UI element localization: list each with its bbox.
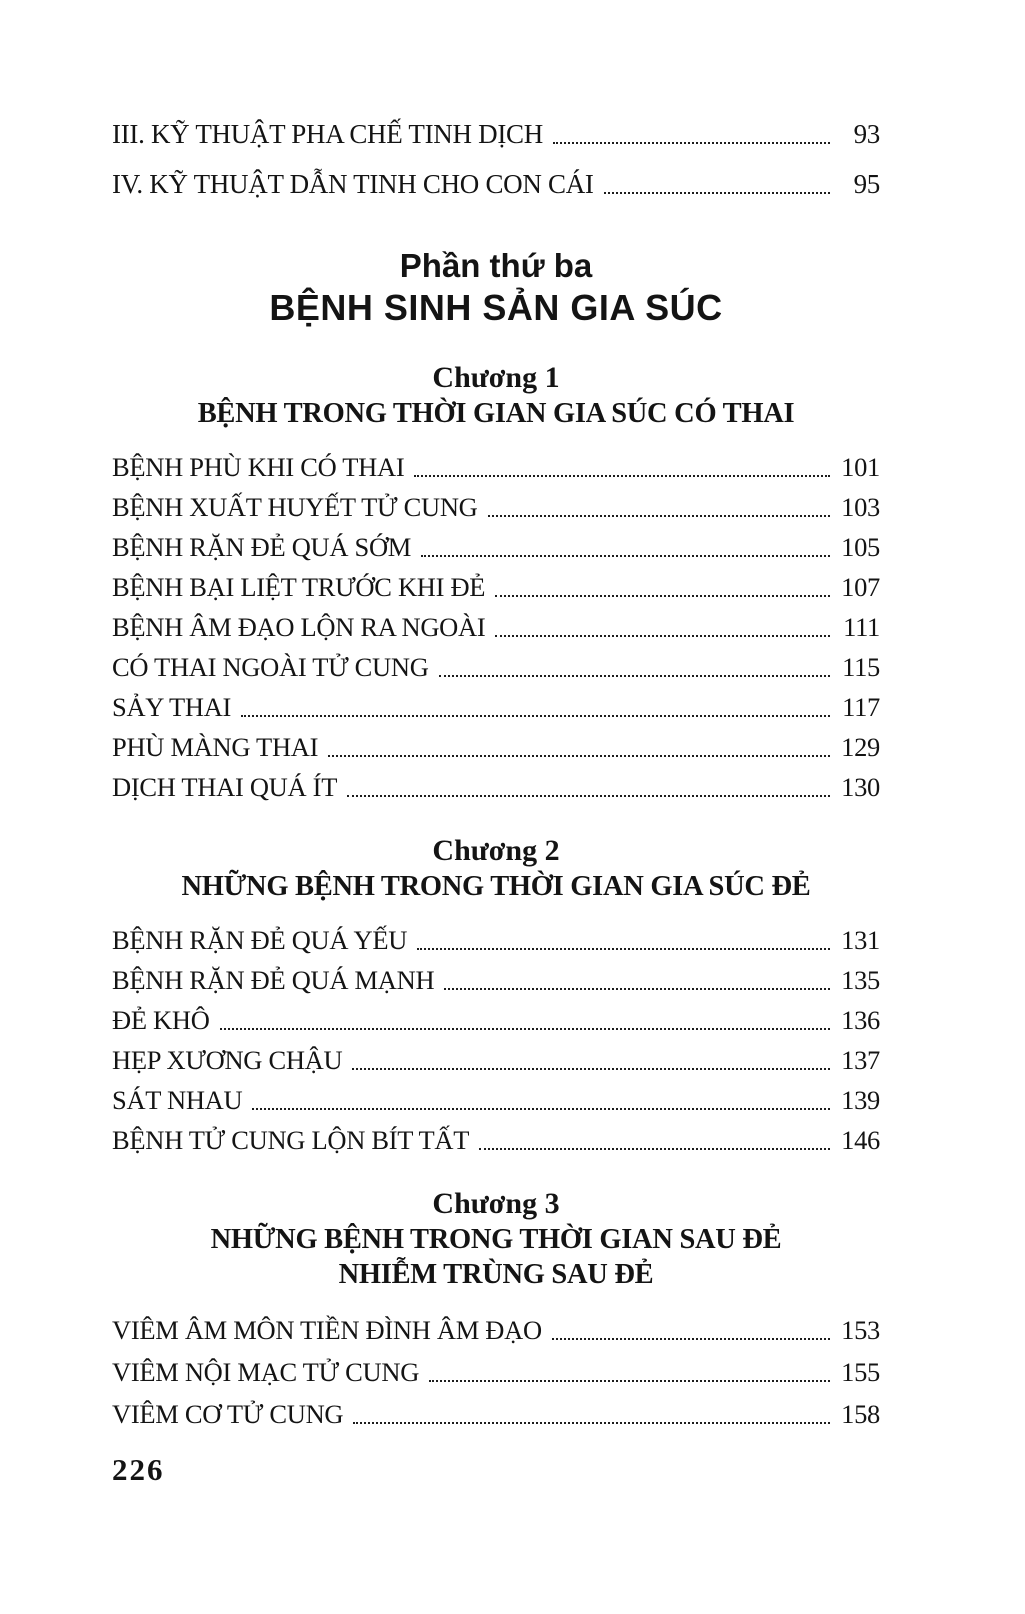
toc-entry-page: 139 [841,1085,880,1115]
toc-top-section [112,100,880,200]
toc-entry-label: PHÙ MÀNG THAI [112,732,319,762]
dot-leader [352,1068,830,1070]
dot-leader [604,192,830,194]
dot-leader [495,635,830,637]
chapter-3-kicker: Chương 3 [432,1187,560,1220]
chapter-1-kicker: Chương 1 [432,361,560,394]
toc-entry [112,523,880,563]
toc-entry-page: 137 [841,1045,880,1075]
toc-entry-label: BỆNH TỬ CUNG LỘN BÍT TẤT [112,1125,470,1155]
part-title: BỆNH SINH SẢN GIA SÚC [269,287,723,328]
dot-leader [488,515,830,517]
toc-entry [112,603,880,643]
dot-leader [417,948,830,950]
toc-entry-label: IV. KỸ THUẬT DẪN TINH CHO CON CÁI [112,169,594,199]
chapter-1-entries [112,443,880,803]
toc-entry-label: ĐẺ KHÔ [112,1005,210,1035]
dot-leader [421,555,830,557]
toc-entry-label: SÁT NHAU [112,1085,243,1115]
toc-entry-page: 130 [841,772,880,802]
dot-leader [553,142,830,144]
toc-entry-label: BỆNH BẠI LIỆT TRƯỚC KHI ĐẺ [112,572,486,602]
toc-entry-page: 158 [841,1399,880,1429]
chapter-1-heading [112,360,880,431]
dot-leader [429,1380,830,1382]
toc-entry [112,100,880,150]
toc-entry-label: DỊCH THAI QUÁ ÍT [112,772,338,802]
toc-entry-label: BỆNH PHÙ KHI CÓ THAI [112,452,405,482]
chapter-2-kicker: Chương 2 [432,834,560,867]
toc-entry-page: 135 [841,965,880,995]
toc-entry [112,1036,880,1076]
part-heading [112,246,880,330]
chapter-2-title: NHỮNG BỆNH TRONG THỜI GIAN GIA SÚC ĐẺ [181,871,811,902]
toc-entry-page: 107 [841,572,880,602]
toc-entry [112,1388,880,1430]
dot-leader [495,595,830,597]
toc-entry-page: 146 [841,1125,880,1155]
toc-entry [112,1304,880,1346]
dot-leader [439,675,830,677]
toc-entry-page: 117 [842,692,880,722]
toc-entry-label: BỆNH ÂM ĐẠO LỘN RA NGOÀI [112,612,486,642]
toc-entry-label: SẢY THAI [112,692,232,722]
toc-entry-label: VIÊM NỘI MẠC TỬ CUNG [112,1357,420,1387]
toc-entry [112,956,880,996]
dot-leader [241,715,830,717]
page-number: 226 [112,1452,165,1487]
part-kicker: Phần thứ ba [399,247,593,284]
chapter-3-title: NHỮNG BỆNH TRONG THỜI GIAN SAU ĐẺ [210,1224,782,1255]
dot-leader [353,1422,830,1424]
toc-entry [112,996,880,1036]
dot-leader [552,1338,830,1340]
toc-entry [112,763,880,803]
toc-entry-label: BỆNH RẶN ĐẺ QUÁ YẾU [112,925,408,955]
dot-leader [252,1108,830,1110]
toc-entry-page: 105 [841,532,880,562]
toc-entry [112,483,880,523]
toc-entry [112,643,880,683]
chapter-2-entries [112,916,880,1156]
toc-entry-label: HẸP XƯƠNG CHẬU [112,1045,343,1075]
toc-entry-page: 129 [841,732,880,762]
toc-entry-page: 103 [841,492,880,522]
toc-entry [112,1116,880,1156]
toc-entry-label: CÓ THAI NGOÀI TỬ CUNG [112,652,429,682]
toc-entry [112,723,880,763]
chapter-3-subtitle: NHIỄM TRÙNG SAU ĐẺ [338,1259,654,1290]
chapter-3-heading [112,1186,880,1292]
toc-entry-page: 115 [842,652,880,682]
toc-entry-label: BỆNH RẶN ĐẺ QUÁ SỚM [112,532,412,562]
toc-entry [112,916,880,956]
chapter-3-entries [112,1304,880,1430]
toc-entry-label: VIÊM CƠ TỬ CUNG [112,1399,344,1429]
toc-entry-page: 101 [841,452,880,482]
toc-entry [112,150,880,200]
dot-leader [347,795,830,797]
chapter-1-title: BỆNH TRONG THỜI GIAN GIA SÚC CÓ THAI [197,398,795,429]
toc-entry-page: 136 [841,1005,880,1035]
toc-entry [112,1346,880,1388]
dot-leader [414,475,830,477]
toc-entry-page: 111 [843,612,880,642]
dot-leader [328,755,830,757]
dot-leader [479,1148,830,1150]
dot-leader [220,1028,830,1030]
toc-entry-page: 95 [853,169,880,199]
toc-entry-label: VIÊM ÂM MÔN TIỀN ĐÌNH ÂM ĐẠO [112,1315,542,1345]
toc-entry-page: 153 [841,1315,880,1345]
toc-entry-label: BỆNH XUẤT HUYẾT TỬ CUNG [112,492,478,522]
toc-entry-page: 155 [841,1357,880,1387]
toc-entry [112,1076,880,1116]
toc-entry-label: BỆNH RẶN ĐẺ QUÁ MẠNH [112,965,435,995]
toc-entry [112,563,880,603]
dot-leader [444,988,830,990]
toc-entry-label: III. KỸ THUẬT PHA CHẾ TINH DỊCH [112,119,543,149]
chapter-2-heading [112,833,880,904]
toc-entry [112,443,880,483]
toc-entry-page: 93 [853,119,880,149]
toc-entry [112,683,880,723]
toc-entry-page: 131 [841,925,880,955]
